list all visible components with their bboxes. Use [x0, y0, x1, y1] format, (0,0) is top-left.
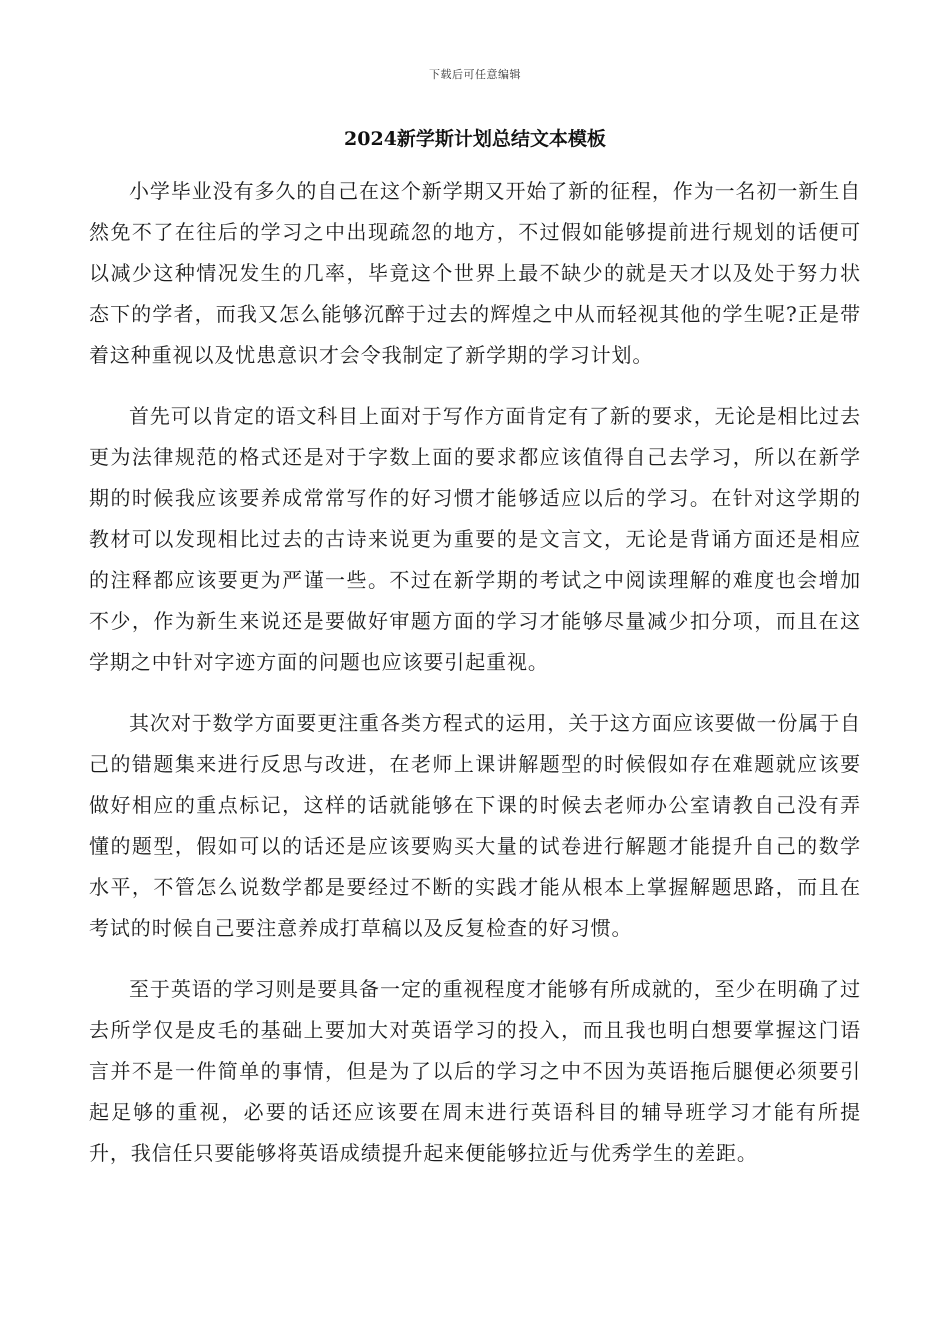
- paragraph-math: 其次对于数学方面要更注重各类方程式的运用，关于这方面应该要做一份属于自己的错题集来进行反思与改进，在老师上课讲解题型的时候假如存在难题就应该要做好相应的重点标记，这样的话就能够在下课的时候去老师办公室请教自己没有弄懂的题型，假如可以的话还是应该要购买大量的试卷进行解题才能提升自己的数学水平，不管怎么说数学都是要经过不断的实践才能从根本上掌握解题思路，而且在考试的时候自己要注意养成打草稿以及反复检查的好习惯。: [89, 711, 861, 940]
- document-title: 2024新学斯计划总结文本模板: [344, 128, 606, 150]
- header-note: 下载后可任意编辑: [429, 68, 521, 81]
- document-body: [89, 171, 861, 1194]
- paragraph-english: 至于英语的学习则是要具备一定的重视程度才能够有所成就的，至少在明确了过去所学仅是皮毛的基础上要加大对英语学习的投入，而且我也明白想要掌握这门语言并不是一件简单的事情，但是为了以后的学习之中不因为英语拖后腿便必须要引起足够的重视，必要的话还应该要在周末进行英语科目的辅导班学习才能有所提升，我信任只要能够将英语成绩提升起来便能够拉近与优秀学生的差距。: [89, 977, 861, 1165]
- paragraph-intro: 小学毕业没有多久的自己在这个新学期又开始了新的征程，作为一名初一新生自然免不了在往后的学习之中出现疏忽的地方，不过假如能够提前进行规划的话便可以减少这种情况发生的几率，毕竟这个世界上最不缺少的就是天才以及处于努力状态下的学者，而我又怎么能够沉醉于过去的辉煌之中从而轻视其他的学生呢?正是带着这种重视以及忧患意识才会令我制定了新学期的学习计划。: [89, 179, 861, 367]
- paragraph-chinese: 首先可以肯定的语文科目上面对于写作方面肯定有了新的要求，无论是相比过去更为法律规范的格式还是对于字数上面的要求都应该值得自己去学习，所以在新学期的时候我应该要养成常常写作的好习惯才能够适应以后的学习。在针对这学期的教材可以发现相比过去的古诗来说更为重要的是文言文，无论是背诵方面还是相应的注释都应该要更为严谨一些。不过在新学期的考试之中阅读理解的难度也会增加不少，作为新生来说还是要做好审题方面的学习才能够尽量减少扣分项，而且在这学期之中针对字迹方面的问题也应该要引起重视。: [89, 404, 861, 674]
